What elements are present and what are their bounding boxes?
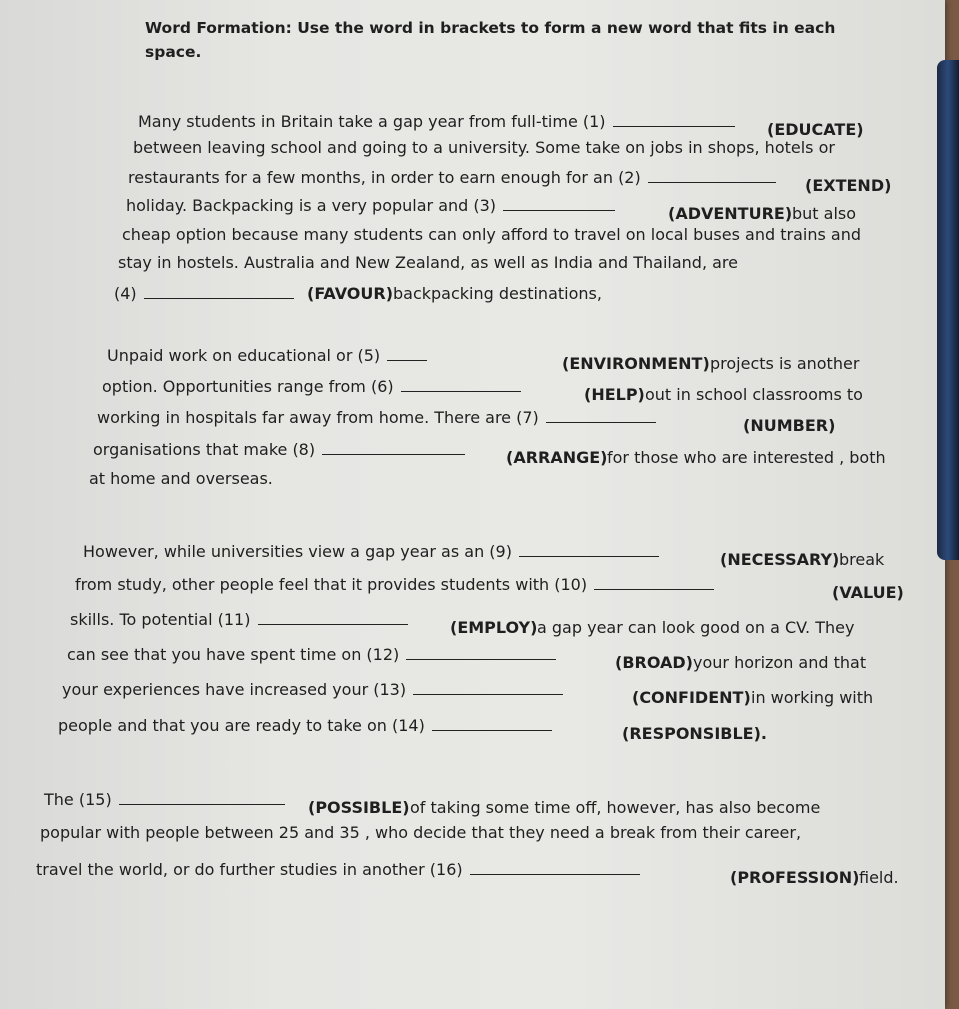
line-text: can see that you have spent time on (12) xyxy=(67,645,405,664)
root-word: (EDUCATE) xyxy=(767,120,864,139)
passage-line xyxy=(40,823,801,842)
line-text: (4) xyxy=(114,284,142,303)
passage-line xyxy=(107,346,860,373)
line-text: stay in hostels. Australia and New Zealand, as well as India and Thailand, are xyxy=(118,253,738,272)
passage-line xyxy=(118,253,738,272)
line-text-after: your horizon and that xyxy=(693,653,867,672)
line-text-after: backpacking destinations, xyxy=(393,284,602,303)
root-word: (EXTEND) xyxy=(805,176,892,195)
passage-line xyxy=(93,440,886,467)
line-text: restaurants for a few months, in order to earn enough for an (2) xyxy=(128,168,646,187)
instructions-title: Word Formation: Use the word in brackets to form a new word that fits in each space. xyxy=(145,19,836,61)
root-word: (EMPLOY) xyxy=(450,618,538,637)
line-text: option. Opportunities range from (6) xyxy=(102,377,399,396)
root-word: (FAVOUR) xyxy=(307,284,394,303)
line-text: from study, other people feel that it provides students with (10) xyxy=(75,575,593,594)
answer-blank[interactable] xyxy=(470,873,640,875)
answer-blank[interactable] xyxy=(119,803,285,805)
answer-blank[interactable] xyxy=(401,390,521,392)
root-word: (VALUE) xyxy=(832,583,904,602)
line-text: Unpaid work on educational or (5) xyxy=(107,346,386,365)
answer-blank[interactable] xyxy=(648,181,776,183)
passage-line xyxy=(138,112,864,139)
root-word: (ENVIRONMENT) xyxy=(562,354,710,373)
answer-blank[interactable] xyxy=(613,125,735,127)
line-text-after: out in school classrooms to xyxy=(645,385,863,404)
root-word: (NECESSARY) xyxy=(720,550,840,569)
answer-blank[interactable] xyxy=(546,421,656,423)
line-text-after: projects is another xyxy=(710,354,860,373)
pen xyxy=(937,60,959,560)
passage-line xyxy=(36,860,899,887)
root-word: (BROAD) xyxy=(615,653,693,672)
root-word: (HELP) xyxy=(584,385,645,404)
root-word: (PROFESSION) xyxy=(730,868,860,887)
root-word: (ARRANGE) xyxy=(506,448,608,467)
line-text-after: field. xyxy=(859,868,899,887)
passage-line xyxy=(67,645,867,672)
line-text: The (15) xyxy=(44,790,117,809)
passage-line xyxy=(75,575,904,602)
passage-line xyxy=(114,284,602,303)
line-text: holiday. Backpacking is a very popular and (3) xyxy=(126,196,502,215)
root-word: (NUMBER) xyxy=(743,416,836,435)
answer-blank[interactable] xyxy=(519,555,659,557)
root-word: (CONFIDENT) xyxy=(632,688,751,707)
root-word: (RESPONSIBLE). xyxy=(622,724,767,743)
line-text: skills. To potential (11) xyxy=(70,610,256,629)
passage-line xyxy=(83,542,885,569)
line-text: between leaving school and going to a university. Some take on jobs in shops, hotels or xyxy=(133,138,835,157)
line-text: working in hospitals far away from home. There are (7) xyxy=(97,408,544,427)
passage-line xyxy=(58,716,767,743)
answer-blank[interactable] xyxy=(503,209,615,211)
line-text: organisations that make (8) xyxy=(93,440,321,459)
line-text: travel the world, or do further studies in another (16) xyxy=(36,860,468,879)
line-text: However, while universities view a gap year as an (9) xyxy=(83,542,518,561)
answer-blank[interactable] xyxy=(432,729,552,731)
line-text-after: in working with xyxy=(751,688,874,707)
passage-line xyxy=(128,168,892,195)
answer-blank[interactable] xyxy=(322,453,465,455)
passage-line xyxy=(70,610,855,637)
line-text: your experiences have increased your (13) xyxy=(62,680,412,699)
answer-blank[interactable] xyxy=(387,359,427,361)
line-text: popular with people between 25 and 35 , who decide that they need a break from their career, xyxy=(40,823,802,842)
passage-line xyxy=(133,138,835,157)
passage-line xyxy=(89,469,273,488)
passage-line xyxy=(62,680,874,707)
line-text: Many students in Britain take a gap year from full-time (1) xyxy=(138,112,611,131)
answer-blank[interactable] xyxy=(258,623,408,625)
answer-blank[interactable] xyxy=(594,588,714,590)
answer-blank[interactable] xyxy=(144,297,294,299)
root-word: (ADVENTURE) xyxy=(668,204,793,223)
line-text: cheap option because many students can only afford to travel on local buses and trains and xyxy=(122,225,861,244)
passage-line xyxy=(102,377,863,404)
line-text-after: of taking some time off, however, has also become xyxy=(410,798,821,817)
line-text-after: a gap year can look good on a CV. They xyxy=(537,618,855,637)
line-text: at home and overseas. xyxy=(89,469,273,488)
line-text: people and that you are ready to take on (14) xyxy=(58,716,430,735)
passage-line xyxy=(126,196,857,223)
line-text-after: break xyxy=(839,550,885,569)
line-text-after: but also xyxy=(792,204,857,223)
answer-blank[interactable] xyxy=(413,693,563,695)
passage-line xyxy=(44,790,821,817)
passage-line xyxy=(122,225,861,244)
passage-line xyxy=(97,408,836,435)
answer-blank[interactable] xyxy=(406,658,556,660)
line-text-after: for those who are interested , both xyxy=(607,448,886,467)
root-word: (POSSIBLE) xyxy=(308,798,410,817)
